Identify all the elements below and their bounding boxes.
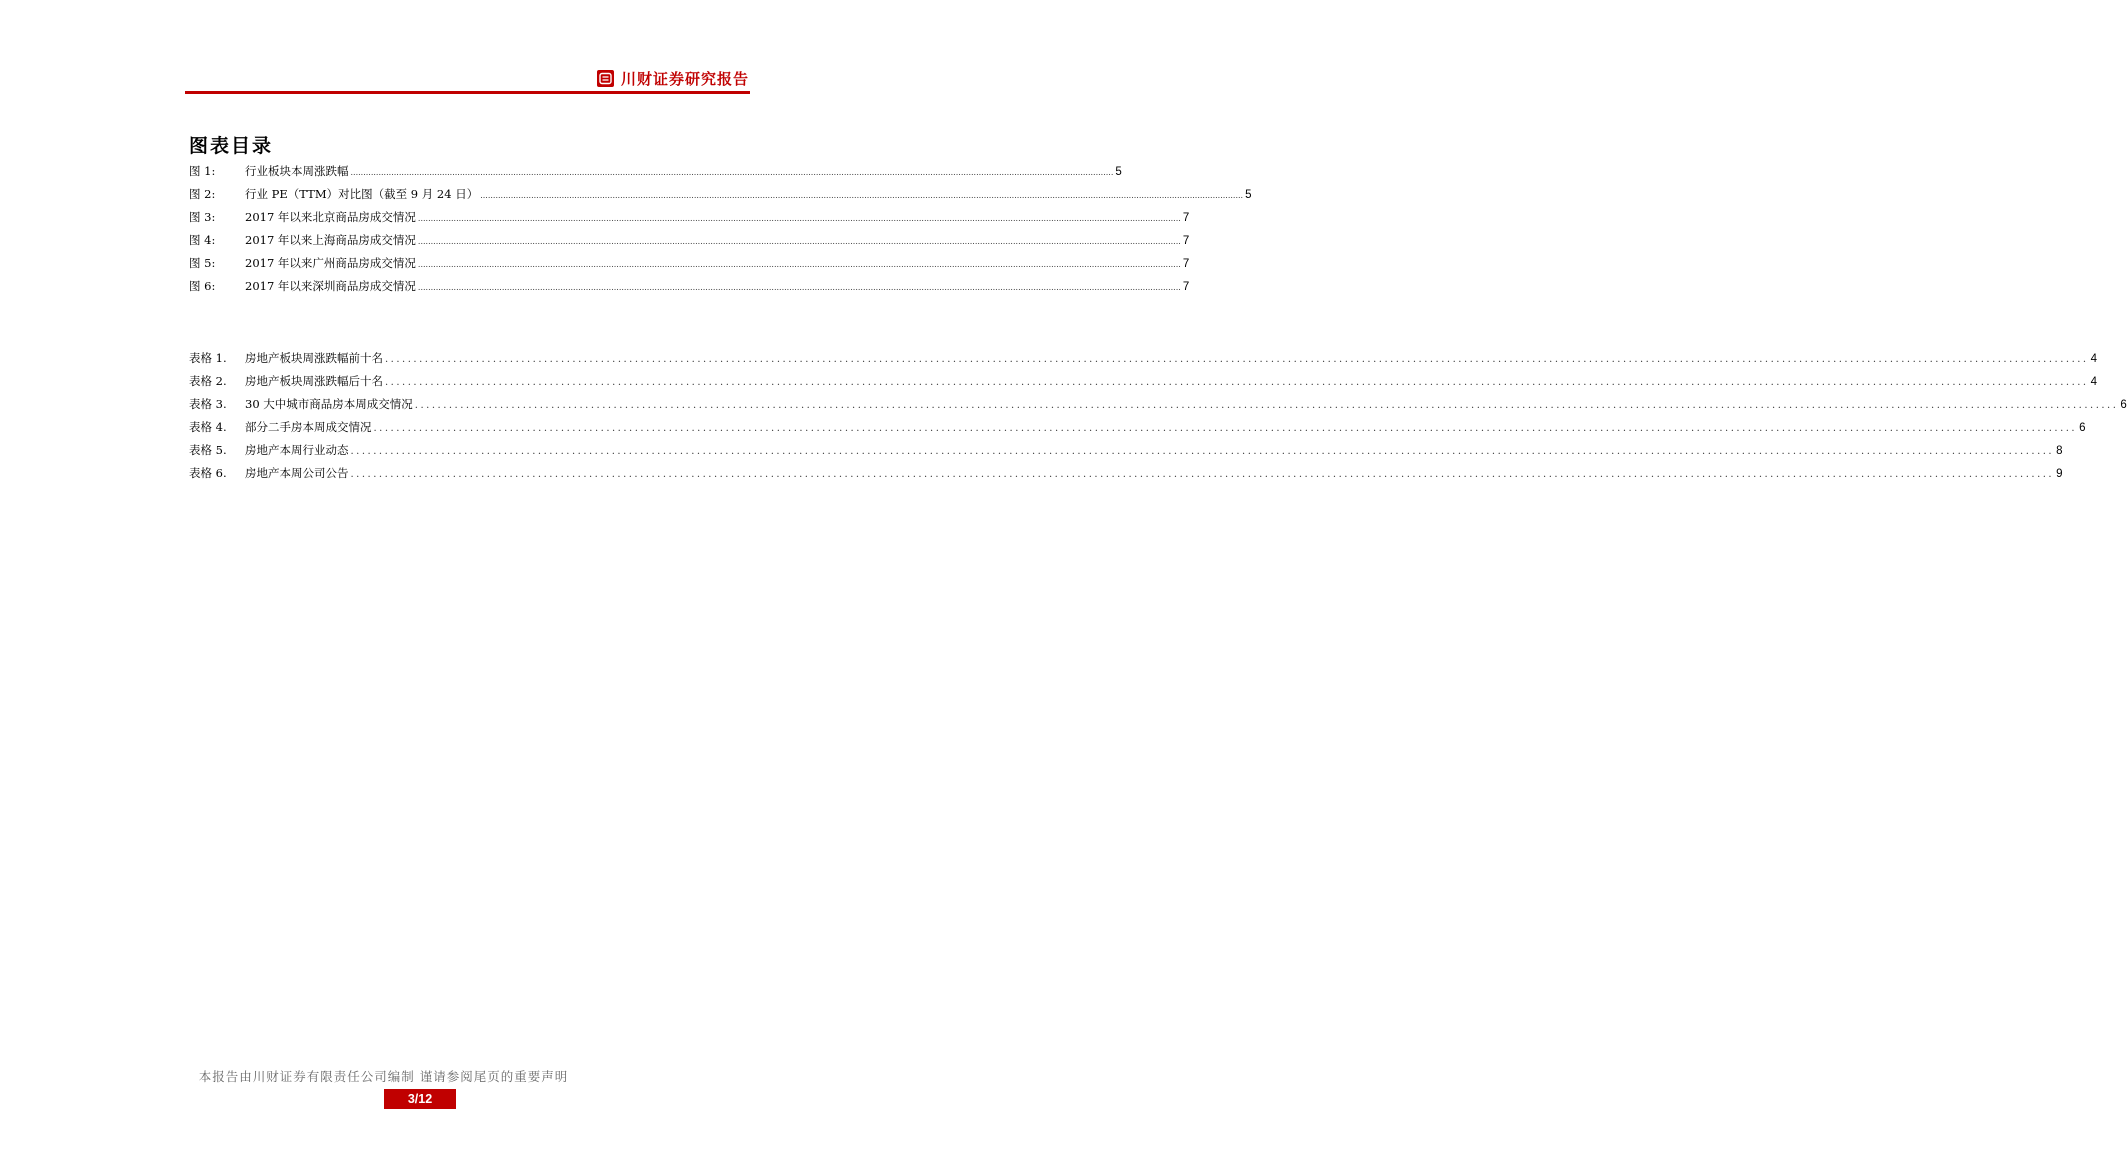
entry-page: 4 — [2090, 353, 2098, 365]
entry-label: 表格 5. — [189, 443, 227, 457]
entry-label: 图 4: — [189, 233, 216, 247]
entry-label: 图 5: — [189, 256, 216, 270]
entry-page: 7 — [1182, 212, 1190, 224]
dot-leader: ............................................................................................................................................................................................................................................................................................................ — [373, 423, 2078, 434]
entry-title: 30 大中城市商品房本周成交情况 — [245, 397, 413, 411]
toc-entry-table-1[interactable] — [189, 350, 2098, 373]
entry-page: 7 — [1182, 281, 1190, 293]
entry-page: 7 — [1182, 235, 1190, 247]
toc-entry-figure-5[interactable] — [189, 255, 1190, 278]
toc-entry-figure-1[interactable] — [189, 163, 1122, 186]
entry-page: 4 — [2090, 376, 2098, 388]
brand-name: 川财证券研究报告 — [620, 70, 749, 88]
toc-entry-table-2[interactable] — [189, 373, 2098, 396]
header-rule — [185, 91, 750, 94]
dot-leader: ............................................................................................................................................................................................................................................................................................................ — [350, 168, 1114, 177]
toc-entry-table-4[interactable] — [189, 419, 2086, 442]
dot-leader: ............................................................................................................................................................................................................................................................................................................ — [414, 400, 2119, 411]
entry-label: 表格 3. — [189, 397, 227, 411]
entry-label: 图 1: — [189, 164, 216, 178]
entry-title: 2017 年以来深圳商品房成交情况 — [245, 279, 416, 293]
toc-title: 图表目录 — [189, 135, 274, 157]
entry-label: 图 2: — [189, 187, 216, 201]
dot-leader: ............................................................................................................................................................................................................................................................................................................ — [417, 237, 1181, 246]
dot-leader: ............................................................................................................................................................................................................................................................................................................ — [350, 446, 2055, 457]
toc-entry-figure-6[interactable] — [189, 278, 1190, 301]
entry-page: 5 — [1115, 166, 1122, 178]
entry-label: 表格 4. — [189, 420, 227, 434]
figure-list — [189, 163, 1252, 301]
entry-title: 2017 年以来北京商品房成交情况 — [245, 210, 416, 224]
dot-leader: ............................................................................................................................................................................................................................................................................................................ — [417, 283, 1181, 292]
entry-label: 表格 6. — [189, 466, 227, 480]
toc-entry-table-3[interactable] — [189, 396, 2127, 419]
dot-leader: ............................................................................................................................................................................................................................................................................................................ — [350, 469, 2055, 480]
entry-page: 9 — [2056, 468, 2063, 480]
toc-entry-figure-3[interactable] — [189, 209, 1190, 232]
dot-leader: ............................................................................................................................................................................................................................................................................................................ — [385, 354, 2089, 365]
toc-entry-table-6[interactable] — [189, 465, 2063, 488]
entry-page: 6 — [2079, 422, 2086, 434]
entry-title: 部分二手房本周成交情况 — [245, 420, 372, 434]
entry-title: 2017 年以来广州商品房成交情况 — [245, 256, 416, 270]
dot-leader: ............................................................................................................................................................................................................................................................................................................ — [417, 260, 1181, 269]
entry-title: 房地产板块周涨跌幅前十名 — [245, 351, 383, 365]
dot-leader: ............................................................................................................................................................................................................................................................................................................ — [480, 191, 1244, 200]
entry-label: 表格 2. — [189, 374, 227, 388]
entry-page: 7 — [1182, 258, 1190, 270]
entry-label: 图 6: — [189, 279, 216, 293]
entry-page: 5 — [1245, 189, 1252, 201]
entry-title: 房地产本周行业动态 — [245, 443, 349, 457]
page-number: 3/12 — [384, 1089, 456, 1109]
entry-title: 行业 PE（TTM）对比图（截至 9 月 24 日） — [245, 187, 479, 201]
toc-entry-figure-4[interactable] — [189, 232, 1190, 255]
entry-page: 8 — [2056, 445, 2063, 457]
table-list — [189, 350, 2127, 488]
toc-entry-table-5[interactable] — [189, 442, 2063, 465]
entry-title: 房地产本周公司公告 — [245, 466, 349, 480]
entry-label: 表格 1. — [189, 351, 227, 365]
footer-disclaimer: 本报告由川财证券有限责任公司编制 谨请参阅尾页的重要声明 — [198, 1069, 569, 1084]
entry-title: 房地产板块周涨跌幅后十名 — [245, 374, 383, 388]
dot-leader: ............................................................................................................................................................................................................................................................................................................ — [385, 377, 2089, 388]
entry-label: 图 3: — [189, 210, 216, 224]
toc-entry-figure-2[interactable] — [189, 186, 1252, 209]
entry-title: 2017 年以来上海商品房成交情况 — [245, 233, 416, 247]
entry-title: 行业板块本周涨跌幅 — [245, 164, 349, 178]
dot-leader: ............................................................................................................................................................................................................................................................................................................ — [417, 214, 1181, 223]
header-brand — [597, 68, 749, 89]
chuancai-logo-icon — [597, 70, 614, 87]
entry-page: 6 — [2120, 399, 2127, 411]
